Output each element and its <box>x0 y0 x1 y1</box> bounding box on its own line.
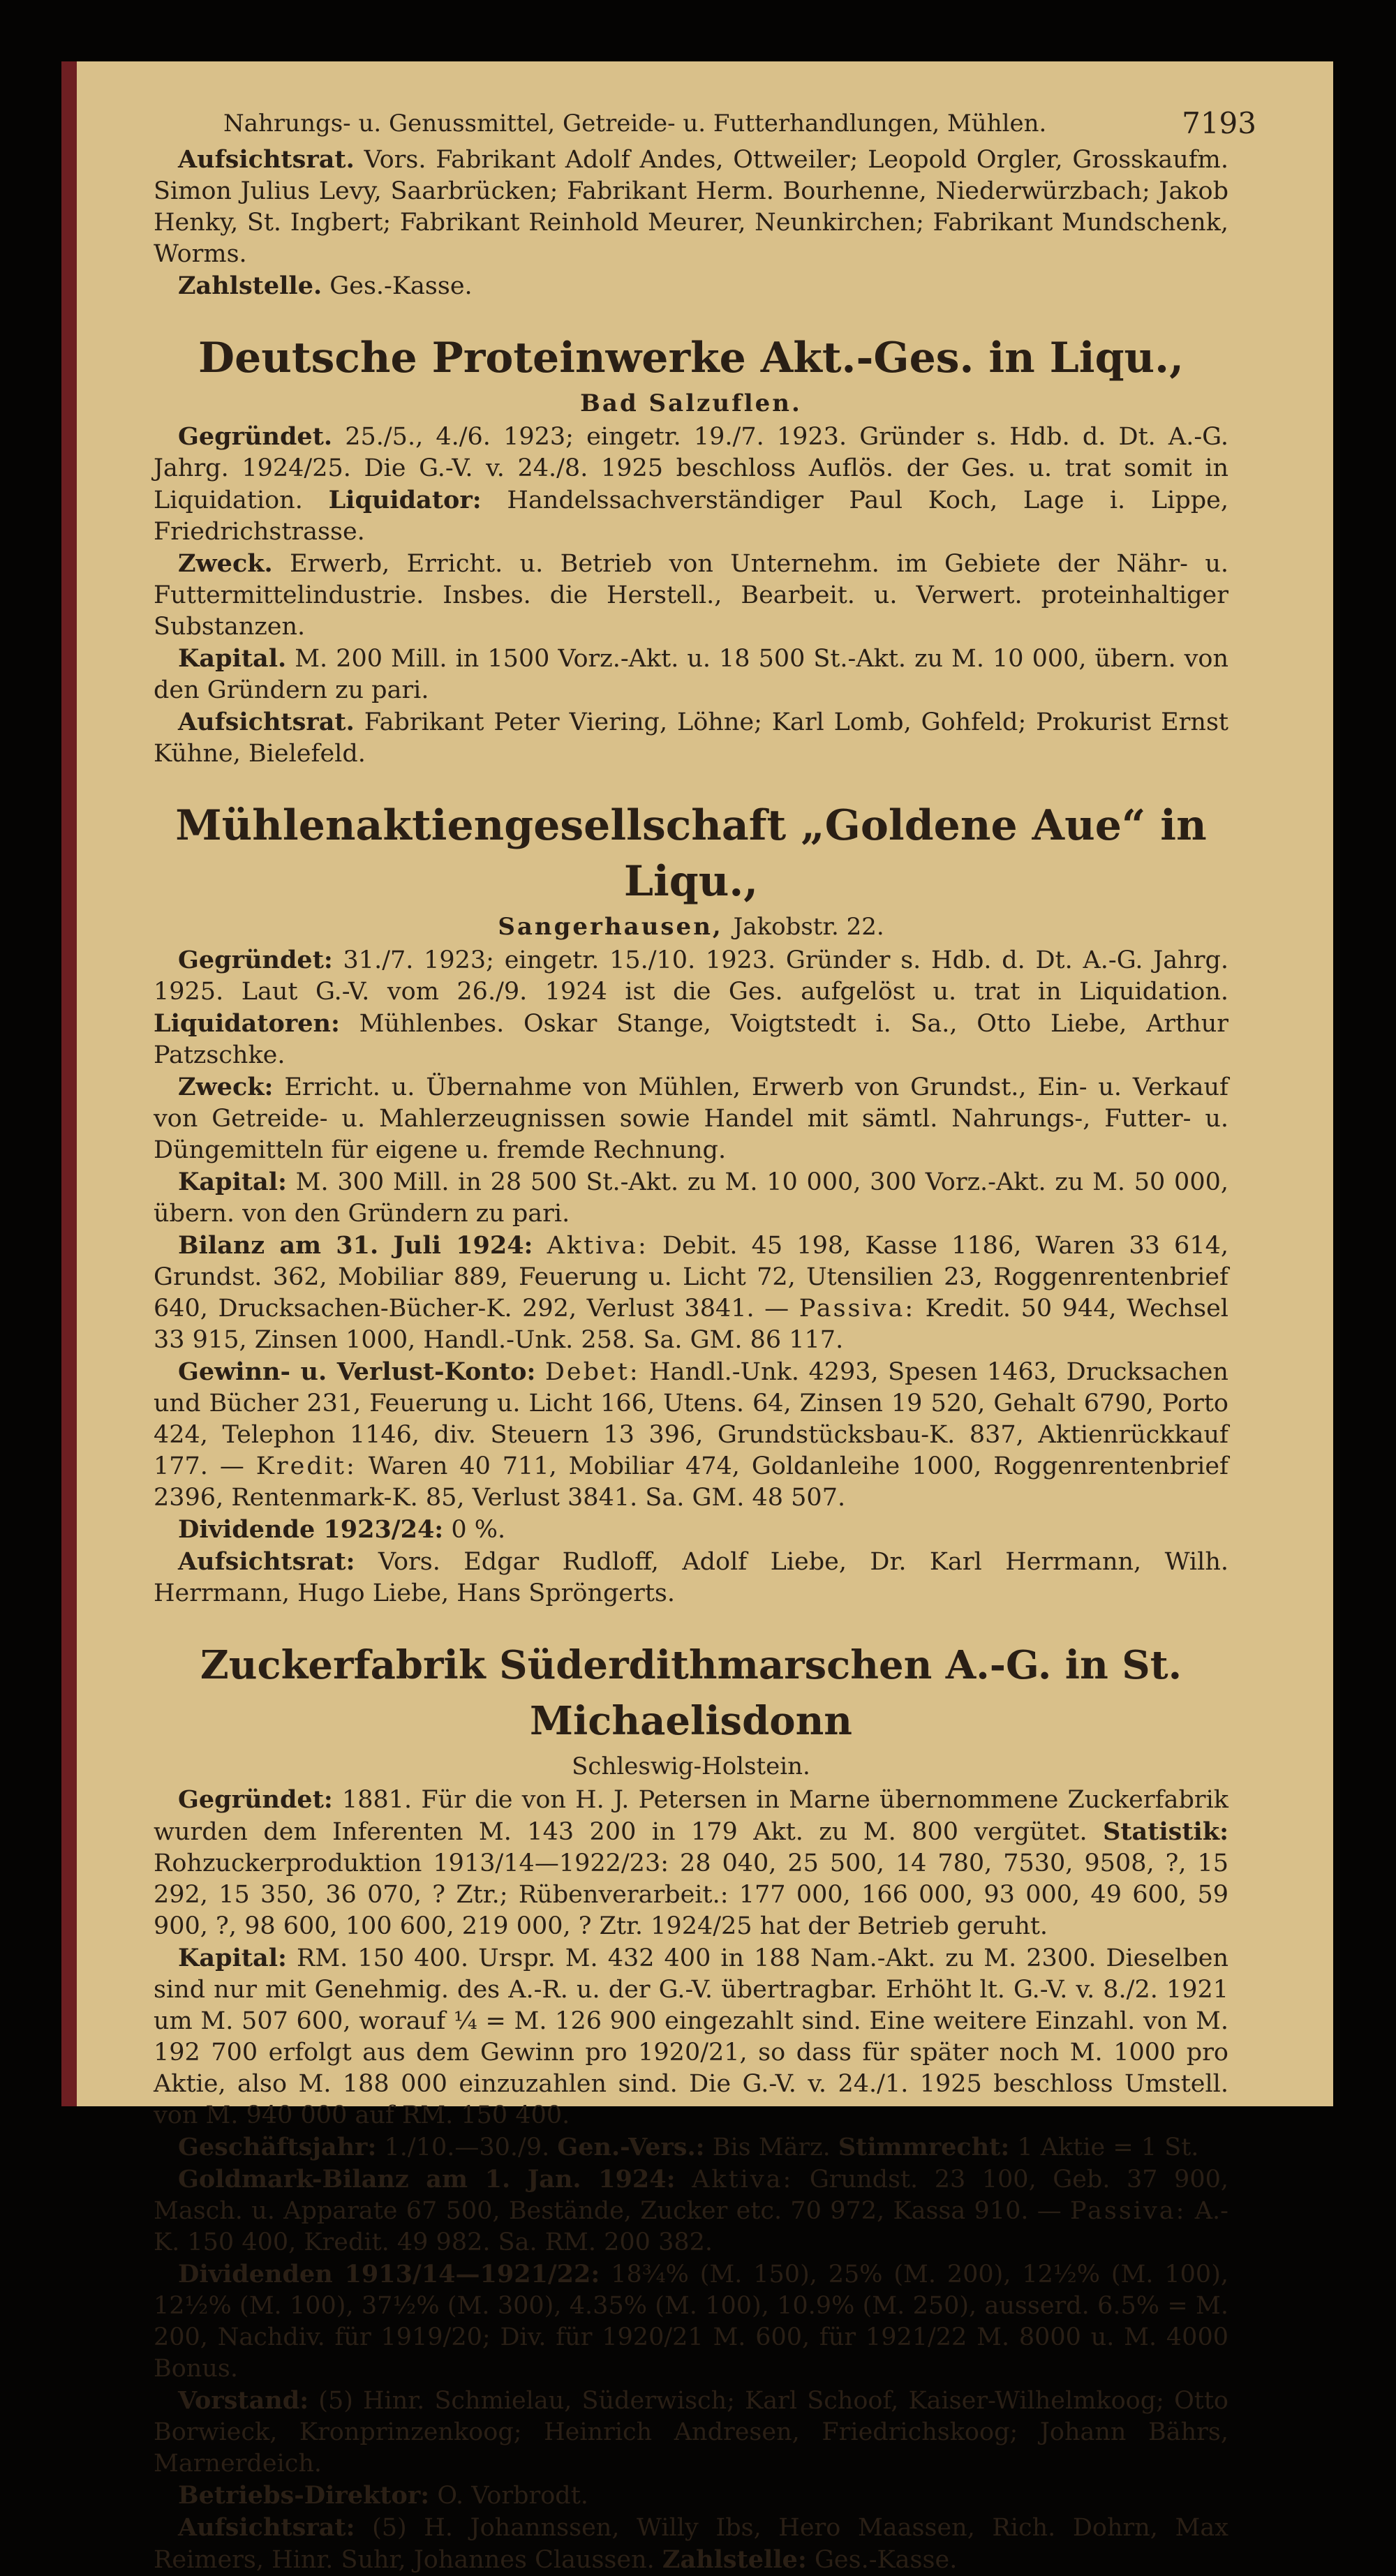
entry-proteinwerke <box>154 330 1228 770</box>
kapital: Kapital. M. 200 Mill. in 1500 Vorz.-Akt. u. 18 500 St.-Akt. zu M. 10 000, übern. von den Gründern zu pari. <box>154 644 1228 704</box>
running-header <box>154 103 1256 144</box>
company-location: Sangerhausen, Jakobstr. 22. <box>498 913 884 941</box>
gegruendet: Gegründet. 25./5., 4./6. 1923; eingetr. 19./7. 1923. Gründer s. Hdb. d. Dt. A.-G. Jahrg. 1924/25. Die G.-V. v. 24./8. 1925 beschloss Auflös. der Ges. u. trat somit in Liquidation. Liquidator: Handelssachverständiger Paul Koch, Lage i. Lippe, Friedrichstrasse. <box>154 422 1228 546</box>
aufsichtsrat: Aufsichtsrat. Fabrikant Peter Viering, Löhne; Karl Lomb, Gohfeld; Prokurist Ernst Kühne, Bielefeld. <box>154 708 1228 768</box>
dividende: Dividende 1923/24: 0 %. <box>178 1515 506 1544</box>
book-page <box>77 61 1333 2574</box>
dividenden: Dividenden 1913/14—1921/22: 18¾% (M. 150), 25% (M. 200), 12½% (M. 100), 12½% (M. 100), 37½% (M. 300), 4.35% (M. 100), 10.9% (M. 250), ausserd. 6.5% = M. 200, Nachdiv. für 1919/20; Div. für 1920/21 M. 600, für 1921/22 M. 8000 u. M. 4000 Bonus. <box>154 2260 1228 2383</box>
kapital: Kapital: M. 300 Mill. in 28 500 St.-Akt. zu M. 10 000, 300 Vorz.-Akt. zu M. 50 000, übern. von den Gründern zu pari. <box>154 1168 1228 1228</box>
gegruendet: Gegründet: 1881. Für die von H. J. Petersen in Marne übernommene Zuckerfabrik wurden dem Inferenten M. 143 200 in 179 Akt. zu M. 800 vergütet. Statistik: Rohzuckerproduktion 1913/14—1922/23: 28 040, 25 500, 14 780, 7530, 9508, ?, 15 292, 15 350, 36 070, ? Ztr.; Rübenverarbeit.: 177 000, 166 000, 93 000, 49 600, 59 900, ?, 98 600, 100 600, 219 000, ? Ztr. 1924/25 hat der Betrieb geruht. <box>154 1785 1228 1940</box>
company-name: Mühlenaktiengesellschaft „Goldene Aue“ in Liqu., <box>175 801 1207 906</box>
entry-goldene-aue <box>154 798 1228 1609</box>
zweck: Zweck. Erwerb, Erricht. u. Betrieb von Unternehm. im Gebiete der Nähr- u. Futtermittelindustrie. Insbes. die Herstell., Bearbeit. u. Verwert. proteinhaltiger Substanzen. <box>154 549 1228 641</box>
company-name: Zuckerfabrik Süderdithmarschen A.-G. in St. Michaelisdonn <box>200 1642 1182 1744</box>
book-binding <box>61 61 77 2106</box>
aufsichtsrat: Aufsichtsrat: Vors. Edgar Rudloff, Adolf Liebe, Dr. Karl Herrmann, Wilh. Herrmann, Hugo Liebe, Hans Spröngerts. <box>154 1547 1228 1607</box>
vorstand: Vorstand: (5) Hinr. Schmielau, Süderwisch; Karl Schoof, Kaiser-Wilhelmkoog; Otto Borwieck, Kronprinzenkoog; Heinrich Andresen, Friedrichskoog; Johann Bährs, Marnerdeich. <box>154 2386 1228 2478</box>
gewinn-verlust: Gewinn- u. Verlust-Konto: Debet: Handl.-Unk. 4293, Spesen 1463, Drucksachen und Bücher 231, Feuerung u. Licht 166, Utens. 64, Zinsen 19 520, Gehalt 6790, Porto 424, Telephon 1146, div. Steuern 13 396, Grundstücksbau-K. 837, Aktienrückkauf 177. — Kredit: Waren 40 711, Mobiliar 474, Goldanleihe 1000, Roggenrentenbrief 2396, Rentenmark-K. 85, Verlust 3841. Sa. GM. 48 507. <box>154 1357 1228 1512</box>
bilanz: Goldmark-Bilanz am 1. Jan. 1924: Aktiva: Grundst. 23 100, Geb. 37 900, Masch. u. Apparate 67 500, Bestände, Zucker etc. 70 972, Kassa 910. — Passiva: A.-K. 150 400, Kredit. 49 982. Sa. RM. 200 382. <box>154 2165 1228 2256</box>
intro-aufsichtsrat: Aufsichtsrat. Vors. Fabrikant Adolf Andes, Ottweiler; Leopold Orgler, Grosskaufm. Simon Julius Levy, Saarbrücken; Fabrikant Herm. Bourhenne, Niederwürzbach; Jakob Henky, St. Ingbert; Fabrikant Reinhold Meurer, Neunkirchen; Fabrikant Mundschenk, Worms. <box>154 145 1228 268</box>
intro-zahlstelle: Zahlstelle. Ges.-Kasse. <box>178 271 473 300</box>
company-location: Schleswig-Holstein. <box>572 1752 810 1780</box>
zweck: Zweck: Erricht. u. Übernahme von Mühlen, Erwerb von Grundst., Ein- u. Verkauf von Getreide- u. Mahlerzeugnissen sowie Handel mit sämtl. Nahrungs-, Futter- u. Düngemitteln für eigene u. fremde Rechnung. <box>154 1073 1228 1164</box>
company-location: Bad Salzuflen. <box>580 389 802 417</box>
kapital: Kapital: RM. 150 400. Urspr. M. 432 400 in 188 Nam.-Akt. zu M. 2300. Dieselben sind nur mit Genehmig. des A.-R. u. der G.-V. übertragbar. Erhöht lt. G.-V. v. 8./2. 1921 um M. 507 600, worauf ¼ = M. 126 900 eingezahlt sind. Eine weitere Einzahl. von M. 192 700 erfolgt aus dem Gewinn pro 1920/21, so dass für später noch M. 1000 pro Aktie, also M. 188 000 einzuzahlen sind. Die G.-V. v. 24./1. 1925 beschloss Umstell. von M. 940 000 auf RM. 150 400. <box>154 1944 1228 2129</box>
aufsichtsrat: Aufsichtsrat: (5) H. Johannssen, Willy Ibs, Hero Maassen, Rich. Dohrn, Max Reimers, Hinr. Suhr, Johannes Claussen. Zahlstelle: Ges.-Kasse. <box>154 2513 1228 2574</box>
company-name: Deutsche Proteinwerke Akt.-Ges. in Liqu., <box>198 334 1184 382</box>
bilanz: Bilanz am 31. Juli 1924: Aktiva: Debit. 45 198, Kasse 1186, Waren 33 614, Grundst. 362, Mobiliar 889, Feuerung u. Licht 72, Utensilien 23, Roggenrentenbrief 640, Drucksachen-Bücher-K. 292, Verlust 3841. — Passiva: Kredit. 50 944, Wechsel 33 915, Zinsen 1000, Handl.-Unk. 258. Sa. GM. 86 117. <box>154 1231 1228 1354</box>
intro-entry <box>154 144 1228 302</box>
page-number: 7193 <box>1182 106 1256 140</box>
entry-zuckerfabrik <box>154 1637 1228 2576</box>
header-title: Nahrungs- u. Genussmittel, Getreide- u. Futterhandlungen, Mühlen. <box>223 110 1047 137</box>
geschaeftsjahr: Geschäftsjahr: 1./10.—30./9. Gen.-Vers.: Bis März. Stimmrecht: 1 Aktie = 1 St. <box>178 2133 1199 2161</box>
gegruendet: Gegründet: 31./7. 1923; eingetr. 15./10. 1923. Gründer s. Hdb. d. Dt. A.-G. Jahrg. 1925. Laut G.-V. vom 26./9. 1924 ist die Ges. aufgelöst u. trat in Liquidation. Liquidatoren: Mühlenbes. Oskar Stange, Voigtstedt i. Sa., Otto Liebe, Arthur Patzschke. <box>154 946 1228 1069</box>
betriebs-direktor: Betriebs-Direktor: O. Vorbrodt. <box>178 2481 588 2510</box>
